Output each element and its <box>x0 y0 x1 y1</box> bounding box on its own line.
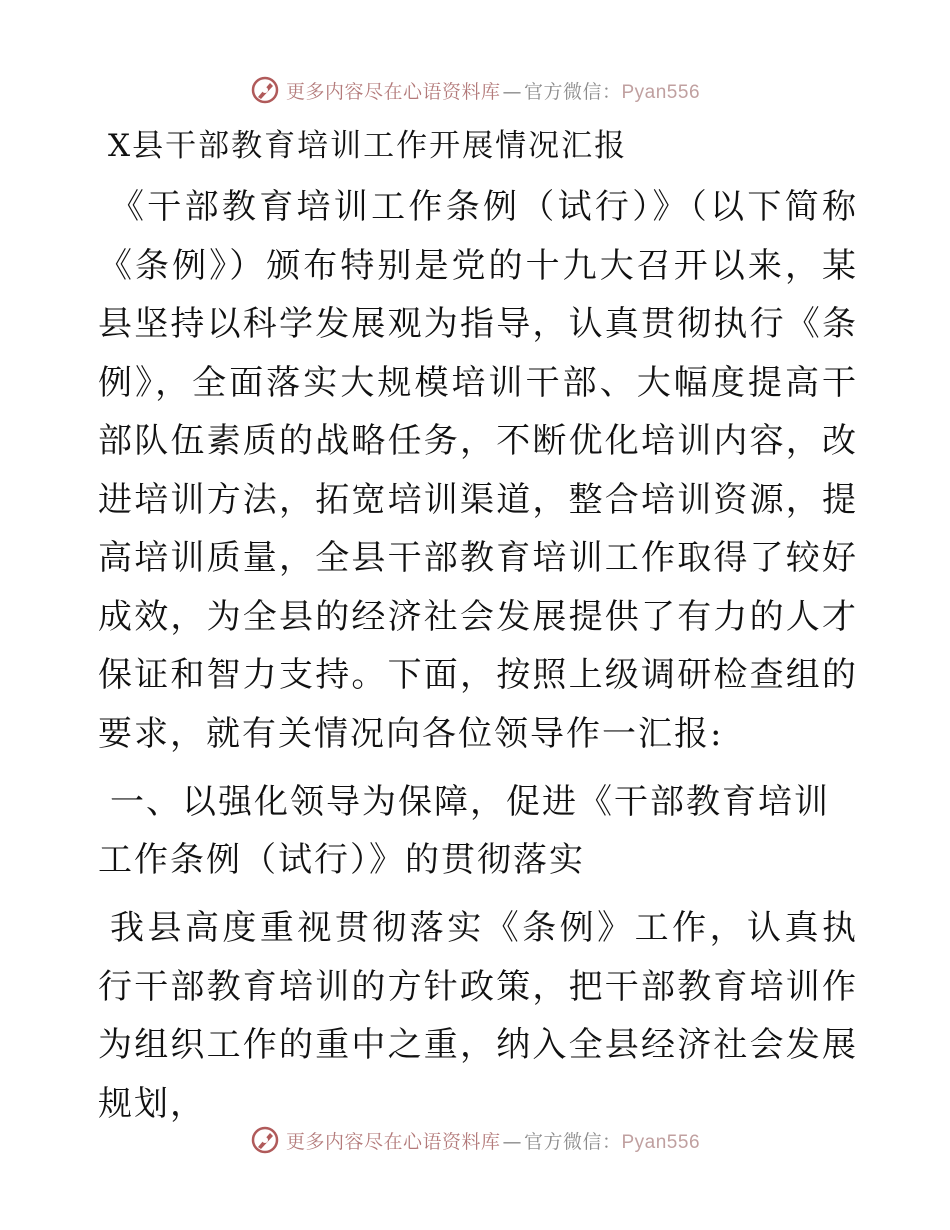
section-1-paragraph: 我县高度重视贯彻落实《条例》工作，认真执行干部教育培训的方针政策，把干部教育培训作为组织工作的重中之重，纳入全县经济社会发展规划， <box>98 908 858 1124</box>
watermark-official: 官方微信： <box>523 1130 622 1153</box>
watermark-brand: 更多内容尽在心语资料库 <box>285 1130 501 1153</box>
watermark-text <box>286 77 700 104</box>
watermark-wechat-id: Pyan556 <box>621 1131 701 1153</box>
watermark-text <box>286 1127 700 1154</box>
watermark-official: 官方微信： <box>523 80 622 103</box>
brand-logo-icon <box>250 1125 280 1155</box>
watermark-header <box>0 70 950 110</box>
watermark-brand: 更多内容尽在心语资料库 <box>285 80 501 103</box>
document-title: X县干部教育培训工作开展情况汇报 <box>108 128 628 164</box>
brand-logo-icon <box>250 75 280 105</box>
watermark-wechat-id: Pyan556 <box>621 81 701 103</box>
watermark-dash: — <box>502 80 522 103</box>
document-body <box>98 120 858 1143</box>
intro-paragraph: 《干部教育培训工作条例（试行）》（以下简称《条例》）颁布特别是党的十九大召开以来，某县坚持以科学发展观为指导，认真贯彻执行《条例》，全面落实大规模培训干部、大幅度提高干部队伍素质的战略任务，不断优化培训内容，改进培训方法，拓宽培训渠道，整合培训资源，提高培训质量，全县干部教育培训工作取得了较好成效，为全县的经济社会发展提供了有力的人才保证和智力支持。下面，按照上级调研检查组的要求，就有关情况向各位领导作一汇报: <box>98 187 858 754</box>
watermark-dash: — <box>502 1130 522 1153</box>
section-1-heading: 一、以强化领导为保障，促进《干部教育培训工作条例（试行）》的贯彻落实 <box>98 782 830 880</box>
watermark-footer <box>0 1120 950 1160</box>
